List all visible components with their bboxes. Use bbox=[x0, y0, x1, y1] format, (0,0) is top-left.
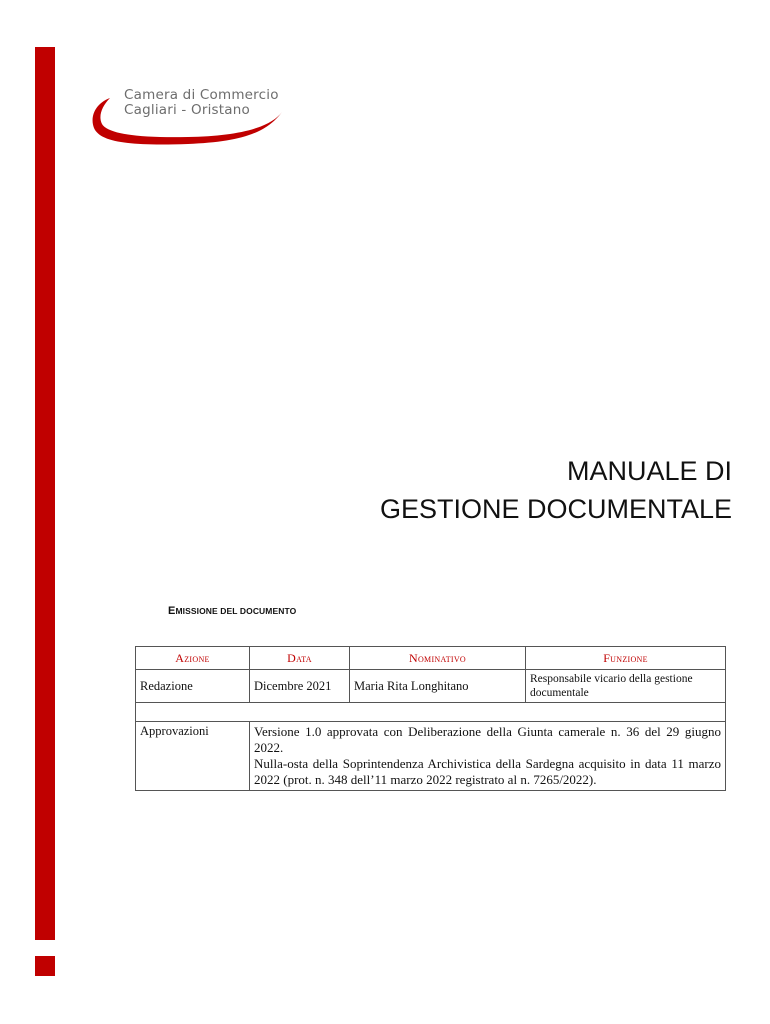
section-heading-rest: MISSIONE DEL DOCUMENTO bbox=[175, 606, 297, 616]
header-azione: Azione bbox=[136, 647, 250, 670]
logo-text bbox=[124, 88, 279, 118]
header-nominativo: Nominativo bbox=[350, 647, 526, 670]
table-row bbox=[136, 722, 726, 791]
left-red-bar bbox=[35, 47, 55, 940]
logo-line-1: Camera di Commercio bbox=[124, 87, 279, 103]
bottom-red-square bbox=[35, 956, 55, 976]
table-header-row bbox=[136, 647, 726, 670]
cell-approvazioni-text bbox=[250, 722, 726, 791]
document-title bbox=[380, 452, 732, 528]
title-line-2: GESTIONE DOCUMENTALE bbox=[379, 494, 732, 524]
title-line-1: MANUALE DI bbox=[566, 456, 732, 486]
cell-funzione: Responsabile vicario della gestione documentale bbox=[526, 670, 726, 703]
header-funzione: Funzione bbox=[526, 647, 726, 670]
emission-table bbox=[135, 646, 726, 791]
cell-azione: Redazione bbox=[136, 670, 250, 703]
approval-text-2: Nulla-osta della Soprintendenza Archivistica della Sardegna acquisito in data 11 marzo 2022 (prot. n. 348 dell’11 marzo 2022 registrato al n. 7265/2022). bbox=[254, 756, 721, 787]
cell-approvazioni: Approvazioni bbox=[136, 722, 250, 791]
spacer-cell bbox=[136, 703, 726, 722]
table-row bbox=[136, 670, 726, 703]
chamber-logo bbox=[88, 84, 288, 148]
section-heading bbox=[168, 605, 296, 617]
approval-text-1: Versione 1.0 approvata con Deliberazione della Giunta camerale n. 36 del 29 giugno 2022. bbox=[254, 724, 721, 755]
logo-line-2: Cagliari - Oristano bbox=[124, 102, 250, 118]
table-spacer-row bbox=[136, 703, 726, 722]
cell-nominativo: Maria Rita Longhitano bbox=[350, 670, 526, 703]
cell-data: Dicembre 2021 bbox=[250, 670, 350, 703]
header-data: Data bbox=[250, 647, 350, 670]
section-heading-initial: E bbox=[168, 605, 176, 617]
